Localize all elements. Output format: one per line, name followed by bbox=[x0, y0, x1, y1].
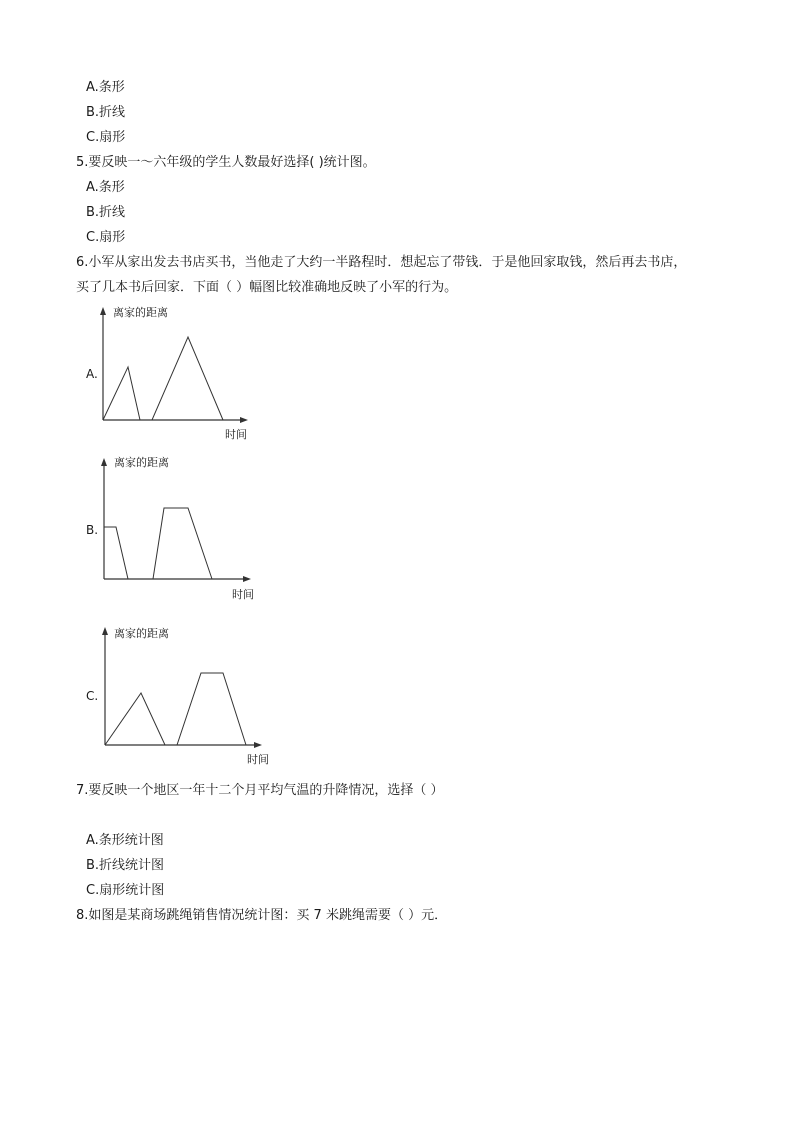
graph-a-y-arrow bbox=[100, 307, 106, 315]
graph-a-x-arrow bbox=[240, 417, 248, 423]
graph-b-label: B. bbox=[86, 523, 99, 537]
graph-b-xlabel: 时间 bbox=[232, 588, 254, 601]
graph-a-xlabel: 时间 bbox=[225, 428, 247, 441]
graph-c-line bbox=[105, 673, 246, 745]
q4-option-c: C.扇形 bbox=[86, 130, 126, 145]
graph-b bbox=[96, 455, 266, 600]
graph-b-line bbox=[104, 508, 212, 579]
graph-a-ylabel: 离家的距离 bbox=[113, 306, 168, 319]
graph-c-y-arrow bbox=[102, 627, 108, 635]
graph-b-y-arrow bbox=[101, 458, 107, 466]
q7-option-c: C.扇形统计图 bbox=[86, 883, 165, 898]
q4-option-b: B.折线 bbox=[86, 105, 126, 120]
graph-c-label: C. bbox=[86, 689, 99, 703]
graph-b-ylabel: 离家的距离 bbox=[114, 456, 169, 469]
graph-a-line bbox=[103, 337, 223, 420]
q5-stem: 5.要反映一～六年级的学生人数最好选择( )统计图。 bbox=[76, 155, 376, 170]
q6-stem-line2: 买了几本书后回家．下面（ ）幅图比较准确地反映了小军的行为。 bbox=[76, 280, 458, 295]
q7-option-b: B.折线统计图 bbox=[86, 858, 165, 873]
graph-c bbox=[97, 624, 272, 769]
graph-b-x-arrow bbox=[243, 576, 251, 582]
graph-c-xlabel: 时间 bbox=[247, 753, 269, 766]
q5-option-c: C.扇形 bbox=[86, 230, 126, 245]
q6-stem-line1: 6.小军从家出发去书店买书，当他走了大约一半路程时．想起忘了带钱．于是他回家取钱，然后再去书店， bbox=[76, 255, 687, 270]
q4-option-a: A.条形 bbox=[86, 80, 125, 95]
q7-option-a: A.条形统计图 bbox=[86, 833, 164, 848]
graph-c-ylabel: 离家的距离 bbox=[114, 627, 169, 640]
graph-a bbox=[95, 305, 265, 445]
q5-option-b: B.折线 bbox=[86, 205, 126, 220]
q8-stem: 8.如图是某商场跳绳销售情况统计图：买 7 米跳绳需要（ ）元． bbox=[76, 908, 448, 923]
q7-stem: 7.要反映一个地区一年十二个月平均气温的升降情况，选择（ ） bbox=[76, 783, 444, 798]
graph-c-x-arrow bbox=[254, 742, 262, 748]
graph-a-label: A. bbox=[86, 367, 98, 381]
q5-option-a: A.条形 bbox=[86, 180, 125, 195]
